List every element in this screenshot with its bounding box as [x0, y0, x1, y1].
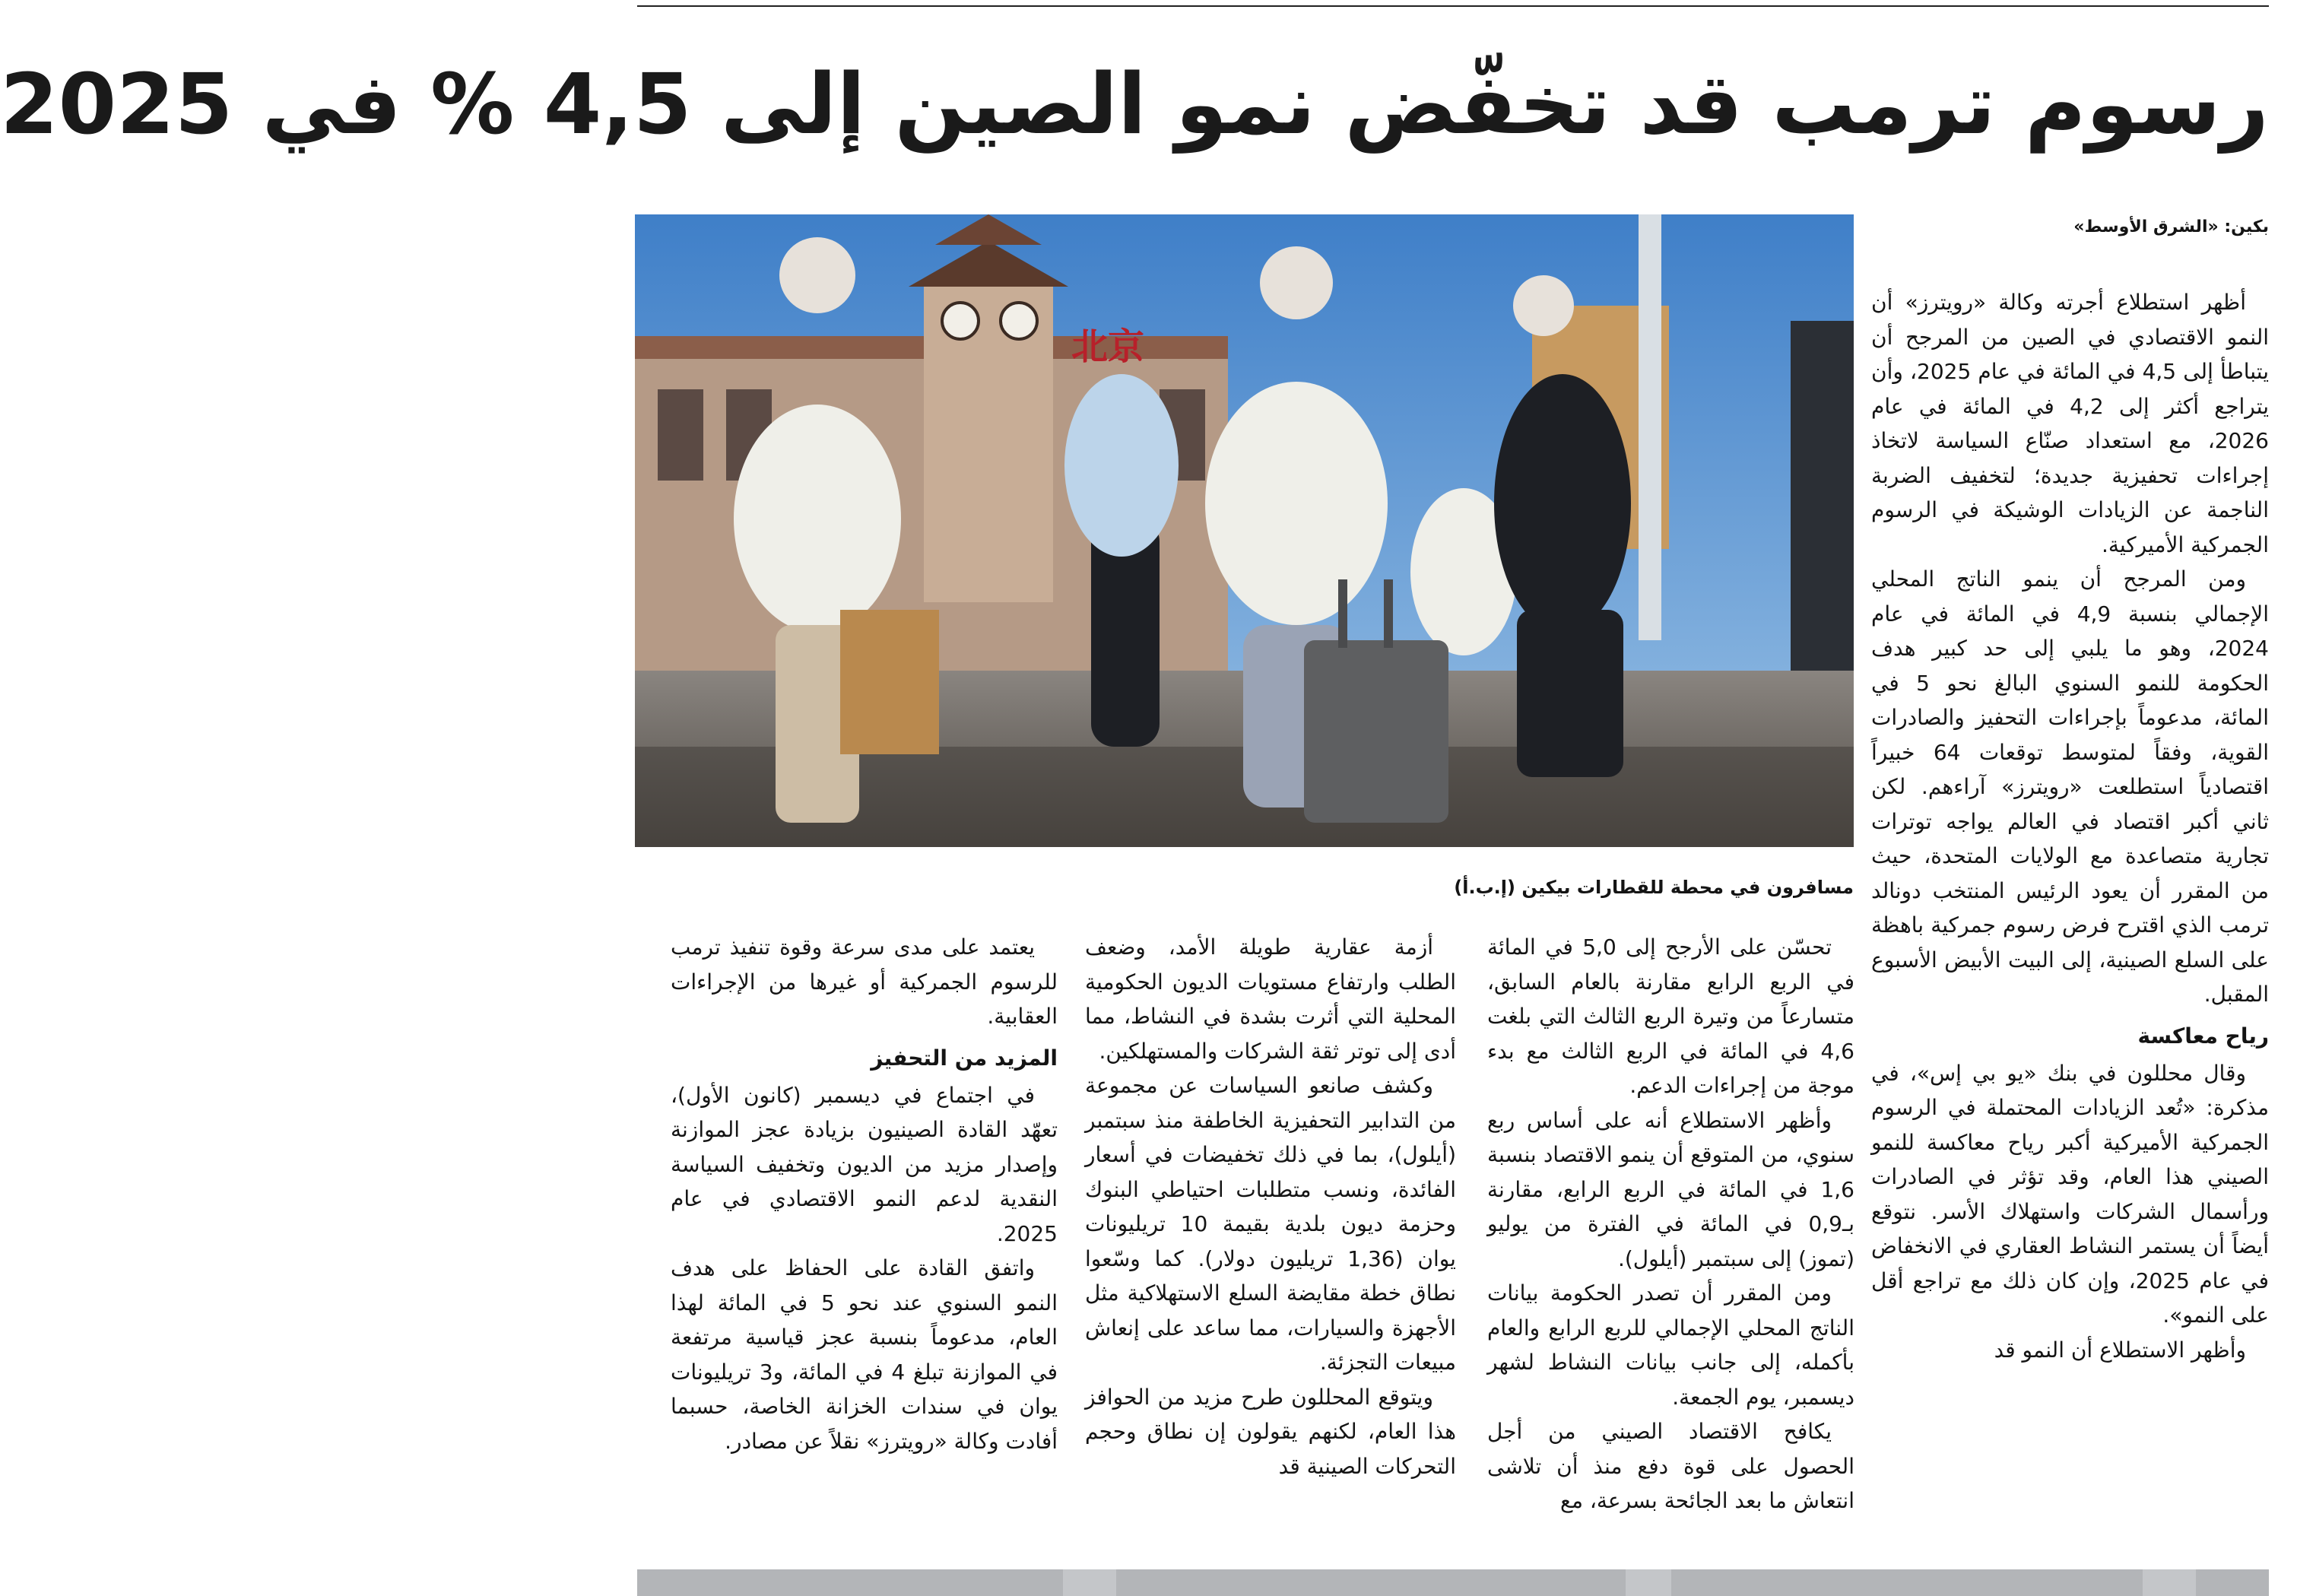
paragraph: وأظهر الاستطلاع أنه على أساس ربع سنوي، من المتوقع أن ينمو الاقتصاد بنسبة 1,6 في المائة في الربع الرابع، مقارنة بـ0,9 في المائة في الفترة من يوليو (تموز) إلى سبتمبر (أيلول).	[1487, 1107, 1854, 1271]
paragraph: أظهر استطلاع أجرته وكالة «رويترز» أن النمو الاقتصادي في الصين من المرجح أن يتباطأ إلى 4,5 في المائة في عام 2025، وأن يتراجع أكثر إلى 4,2 في المائة في عام 2026، مع استعداد صنّاع السياسة لاتخاذ إجراءات تحفيزية جديدة؛ لتخفيف الضربة الناجمة عن الزيادات الوشيكة في الرسوم الجمركية الأميركية.	[1871, 290, 2269, 557]
article-column-2	[1487, 930, 1854, 1518]
paragraph: يعتمد على مدى سرعة وقوة تنفيذ ترمب للرسوم الجمركية أو غيرها من الإجراءات العقابية.	[671, 934, 1058, 1029]
station-sign: 北京	[1071, 325, 1144, 368]
paragraph: وأظهر الاستطلاع أن النمو قد	[1994, 1337, 2246, 1363]
footer-segment	[1063, 1569, 1116, 1596]
paragraph: أزمة عقارية طويلة الأمد، وضعف الطلب وارتفاع مستويات الديون الحكومية المحلية التي أثرت بشدة في النشاط، مما أدى إلى توتر ثقة الشركات والمستهلكين.	[1085, 934, 1456, 1064]
footer-segment	[1626, 1569, 1671, 1596]
paragraph: واتفق القادة على الحفاظ على هدف النمو السنوي عند نحو 5 في المائة لهذا العام، مدعوماً بنسبة عجز قياسية مرتفعة في الموازنة تبلغ 4 في المائة، و3 تريليونات يوان في سندات الخزانة الخاصة، حسبما أفادت وكالة «رويترز» نقلاً عن مصادر.	[671, 1255, 1058, 1454]
article-column-4	[671, 930, 1058, 1458]
paragraph: وقال محللون في بنك «يو بي إس»، في مذكرة: «تُعد الزيادات المحتملة في الرسوم الجمركية الأميركية أكبر رياح معاكسة للنمو الصيني هذا العام، وقد تؤثر في الصادرات ورأسمال الشركات واستهلاك الأسر. نتوقع أيضاً أن يستمر النشاط العقاري في الانخفاض في عام 2025، وإن كان ذلك مع تراجع أقل على النمو».	[1871, 1060, 2269, 1328]
subheading: المزيد من التحفيز	[871, 1045, 1058, 1071]
footer-bar	[637, 1569, 2269, 1596]
paragraph: وكشف صانعو السياسات عن مجموعة من التدابير التحفيزية الخاطفة منذ سبتمبر (أيلول)، بما في ذلك تخفيضات في أسعار الفائدة، ونسب متطلبات احتياطي البنوك وحزمة ديون بلدية بقيمة 10 تريليونات يوان (1,36 تريليون دولار). كما وسّعوا نطاق خطة مقايضة السلع الاستهلاكية مثل الأجهزة والسيارات، مما ساعد على إنعاش مبيعات التجزئة.	[1085, 1073, 1456, 1375]
paragraph: ومن المرجح أن ينمو الناتج المحلي الإجمالي بنسبة 4,9 في المائة في عام 2024، وهو ما يلبي إلى حد كبير هدف الحكومة للنمو السنوي البالغ نحو 5 في المائة، مدعوماً بإجراءات التحفيز والصادرات القوية، وفقاً لمتوسط توقعات 64 خبيراً اقتصادياً استطلعت «رويترز» آراءهم. لكن ثاني أكبر اقتصاد في العالم يواجه توترات تجارية متصاعدة مع الولايات المتحدة، حيث من المقرر أن يعود الرئيس المنتخب دونالد ترمب الذي اقترح فرض رسوم جمركية باهظة على السلع الصينية، إلى البيت الأبيض الأسبوع المقبل.	[1871, 566, 2270, 1007]
byline: بكين: «الشرق الأوسط»	[2073, 217, 2269, 236]
paragraph: تحسّن على الأرجح إلى 5,0 في المائة في الربع الرابع مقارنة بالعام السابق، متسارعاً من وتيرة الربع الثالث التي بلغت 4,6 في المائة في الربع الثالث مع بدء موجة من إجراءات الدعم.	[1487, 934, 1854, 1098]
article-column-3	[1085, 930, 1456, 1483]
news-photo	[635, 214, 1854, 847]
photo-caption: مسافرون في محطة للقطارات بيكين (إ.ب.أ)	[1454, 877, 1854, 898]
paragraph: في اجتماع في ديسمبر (كانون الأول)، تعهّد القادة الصينيون بزيادة عجز الموازنة وإصدار مزيد من الديون وتخفيف السياسة النقدية لدعم النمو الاقتصادي في عام 2025.	[671, 1082, 1058, 1246]
top-rule	[637, 5, 2269, 7]
headline: رسوم ترمب قد تخفّض نمو الصين إلى 4,5 % في 2025	[0, 56, 2269, 153]
article-column-1	[1871, 285, 2269, 1367]
footer-segment	[2143, 1569, 2196, 1596]
paragraph: ويتوقع المحللون طرح مزيد من الحوافز هذا العام، لكنهم يقولون إن نطاق وحجم التحركات الصينية قد	[1085, 1384, 1456, 1479]
paragraph: يكافح الاقتصاد الصيني من أجل الحصول على قوة دفع منذ أن تلاشى انتعاش ما بعد الجائحة بسرعة، مع	[1487, 1419, 1854, 1513]
subheading: رياح معاكسة	[2137, 1023, 2269, 1049]
paragraph: ومن المقرر أن تصدر الحكومة بيانات الناتج المحلي الإجمالي للربع الرابع والعام بأكمله، إلى جانب بيانات النشاط لشهر ديسمبر، يوم الجمعة.	[1487, 1280, 1854, 1410]
